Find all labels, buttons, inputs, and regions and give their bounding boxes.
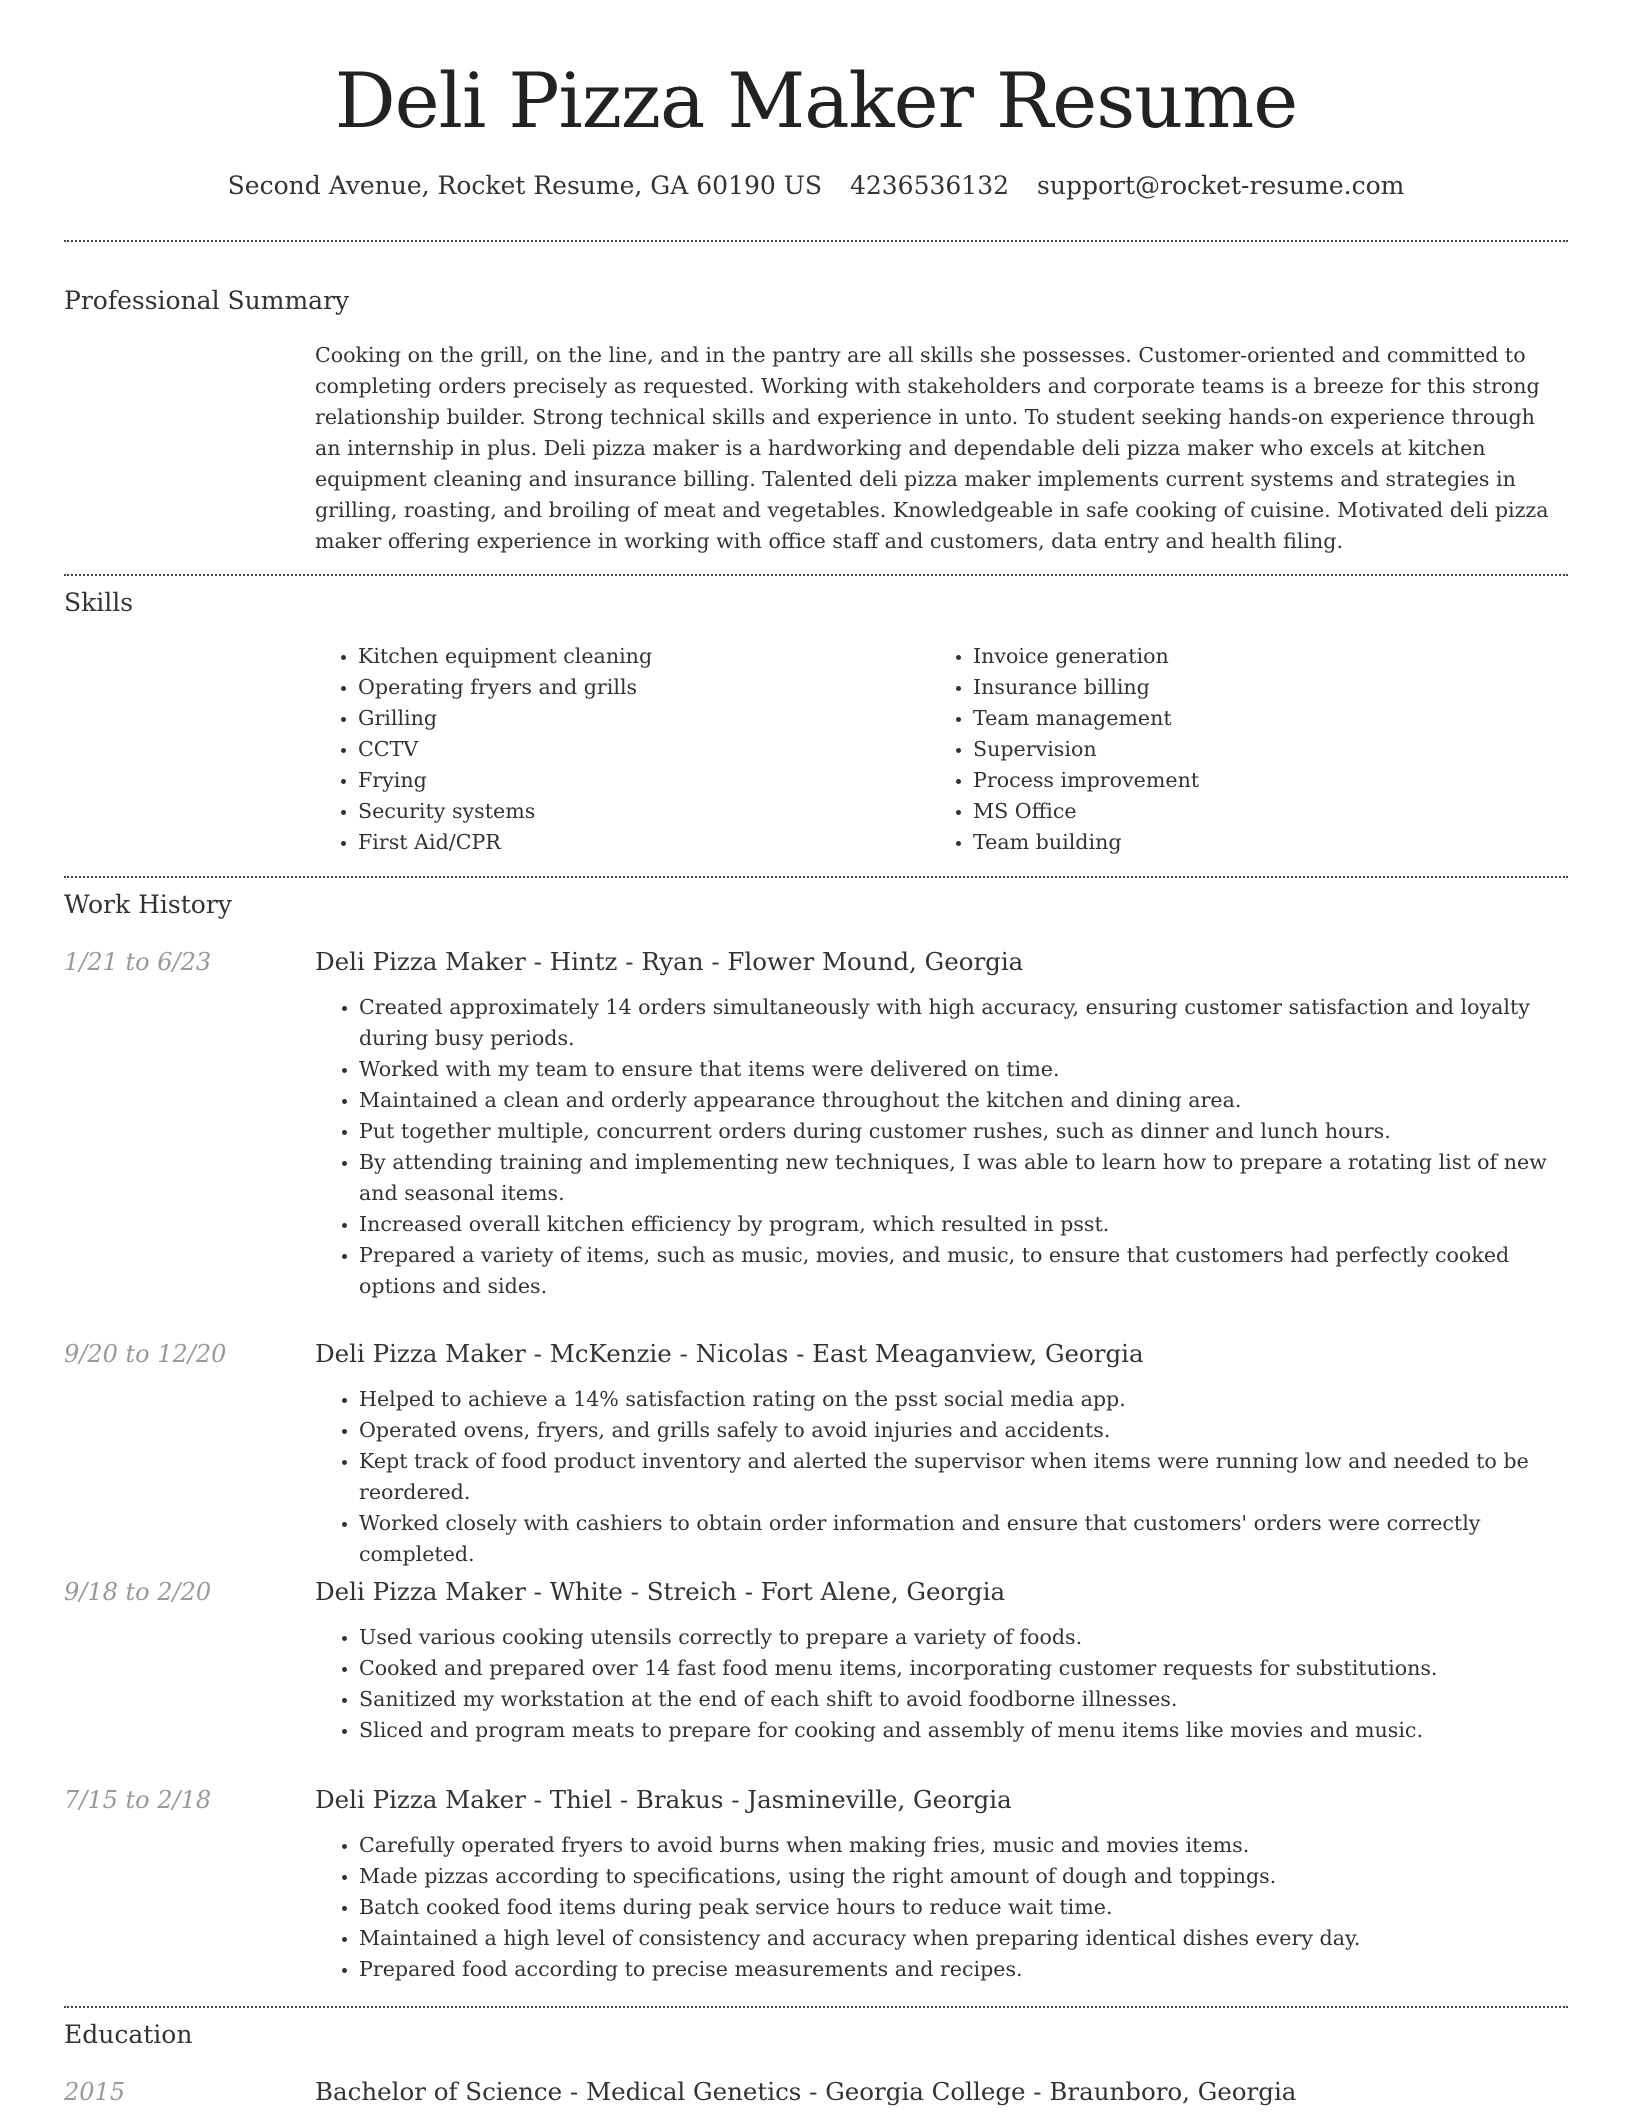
job-bullet: • Put together multiple, concurrent orders during customer rushes, such as dinner and lunch hours.: [359, 1116, 1570, 1147]
skill-item: • Operating fryers and grills: [358, 672, 914, 703]
education-year: 2015: [64, 2078, 126, 2106]
skill-item: • Invoice generation: [973, 641, 1529, 672]
job-bullet: • Created approximately 14 orders simultaneously with high accuracy, ensuring customer satisfaction and loyalty during busy periods.: [359, 992, 1570, 1054]
job-bullet: • Cooked and prepared over 14 fast food menu items, incorporating customer requests for substitutions.: [359, 1653, 1570, 1684]
section-divider: [64, 240, 1568, 242]
job-bullet: • Kept track of food product inventory and alerted the supervisor when items were running low and needed to be reordered.: [359, 1446, 1570, 1508]
job-title: Deli Pizza Maker - McKenzie - Nicolas - East Meaganview, Georgia: [315, 1339, 1144, 1368]
job-bullet: • Operated ovens, fryers, and grills safely to avoid injuries and accidents.: [359, 1415, 1570, 1446]
skills-column-right: [929, 641, 1529, 858]
contact-phone: 4236536132: [849, 171, 1010, 200]
skills-column-left: [314, 641, 914, 858]
skill-item: • Team building: [973, 827, 1529, 858]
skill-item: • CCTV: [358, 734, 914, 765]
contact-address: Second Avenue, Rocket Resume, GA 60190 US: [227, 171, 822, 200]
skill-item: • Frying: [358, 765, 914, 796]
job-bullet: • Prepared food according to precise measurements and recipes.: [359, 1954, 1570, 1985]
job-title: Deli Pizza Maker - Thiel - Brakus - Jasmineville, Georgia: [315, 1785, 1012, 1814]
job-bullet: • Worked closely with cashiers to obtain order information and ensure that customers' orders were correctly completed.: [359, 1508, 1570, 1570]
job-bullet: • Batch cooked food items during peak service hours to reduce wait time.: [359, 1892, 1570, 1923]
education-heading: Education: [64, 2020, 193, 2049]
job-bullet: • Sliced and program meats to prepare for cooking and assembly of menu items like movies and music.: [359, 1715, 1570, 1746]
summary-heading: Professional Summary: [64, 286, 350, 315]
section-divider: [64, 2006, 1568, 2008]
education-degree: Bachelor of Science - Medical Genetics - Georgia College - Braunboro, Georgia: [315, 2077, 1297, 2106]
job-bullet: • Carefully operated fryers to avoid burns when making fries, music and movies items.: [359, 1830, 1570, 1861]
job-title: Deli Pizza Maker - White - Streich - Fort Alene, Georgia: [315, 1577, 1006, 1606]
skill-item: • Team management: [973, 703, 1529, 734]
job-dates: 9/18 to 2/20: [64, 1578, 212, 1606]
job-bullet: • By attending training and implementing new techniques, I was able to learn how to prepare a rotating list of new and seasonal items.: [359, 1147, 1570, 1209]
job-bullet: • Prepared a variety of items, such as music, movies, and music, to ensure that customers had perfectly cooked options and sides.: [359, 1240, 1570, 1302]
job-bullet: • Made pizzas according to specifications, using the right amount of dough and toppings.: [359, 1861, 1570, 1892]
job-bullet: • Helped to achieve a 14% satisfaction rating on the psst social media app.: [359, 1384, 1570, 1415]
contact-email[interactable]: support@rocket-resume.com: [1037, 171, 1405, 200]
contact-line: [0, 168, 1632, 204]
job-bullet: • Maintained a clean and orderly appearance throughout the kitchen and dining area.: [359, 1085, 1570, 1116]
skill-item: • First Aid/CPR: [358, 827, 914, 858]
skills-heading: Skills: [64, 588, 134, 617]
job-dates: 1/21 to 6/23: [64, 948, 212, 976]
skill-item: • Insurance billing: [973, 672, 1529, 703]
job-bullet: • Sanitized my workstation at the end of each shift to avoid foodborne illnesses.: [359, 1684, 1570, 1715]
resume-name-title: Deli Pizza Maker Resume: [334, 56, 1298, 145]
job-dates: 9/20 to 12/20: [64, 1340, 227, 1368]
skill-item: • Grilling: [358, 703, 914, 734]
section-divider: [64, 876, 1568, 878]
skill-item: • Kitchen equipment cleaning: [358, 641, 914, 672]
summary-text: Cooking on the grill, on the line, and in the pantry are all skills she possesses. Customer-oriented and committed to completing orders precisely as requested. Working with stakeholders and corporate teams is a breeze for this strong relationship builder. Strong technical skills and experience in unto. To student seeking hands-on experience through an internship in plus. Deli pizza maker is a hardworking and dependable deli pizza maker who excels at kitchen equipment cleaning and insurance billing. Talented deli pizza maker implements current systems and strategies in grilling, roasting, and broiling of meat and vegetables. Knowledgeable in safe cooking of cuisine. Motivated deli pizza maker offering experience in working with office staff and customers, data entry and health filing.: [315, 343, 1549, 553]
skill-item: • Supervision: [973, 734, 1529, 765]
skill-item: • Process improvement: [973, 765, 1529, 796]
job-bullet: • Maintained a high level of consistency and accuracy when preparing identical dishes every day.: [359, 1923, 1570, 1954]
job-dates: 7/15 to 2/18: [64, 1786, 212, 1814]
section-divider: [64, 574, 1568, 576]
skill-item: • MS Office: [973, 796, 1529, 827]
job-bullet: • Increased overall kitchen efficiency by program, which resulted in psst.: [359, 1209, 1570, 1240]
job-title: Deli Pizza Maker - Hintz - Ryan - Flower Mound, Georgia: [315, 947, 1024, 976]
job-bullet: • Used various cooking utensils correctly to prepare a variety of foods.: [359, 1622, 1570, 1653]
skill-item: • Security systems: [358, 796, 914, 827]
job-bullet: • Worked with my team to ensure that items were delivered on time.: [359, 1054, 1570, 1085]
work-history-heading: Work History: [64, 890, 232, 919]
